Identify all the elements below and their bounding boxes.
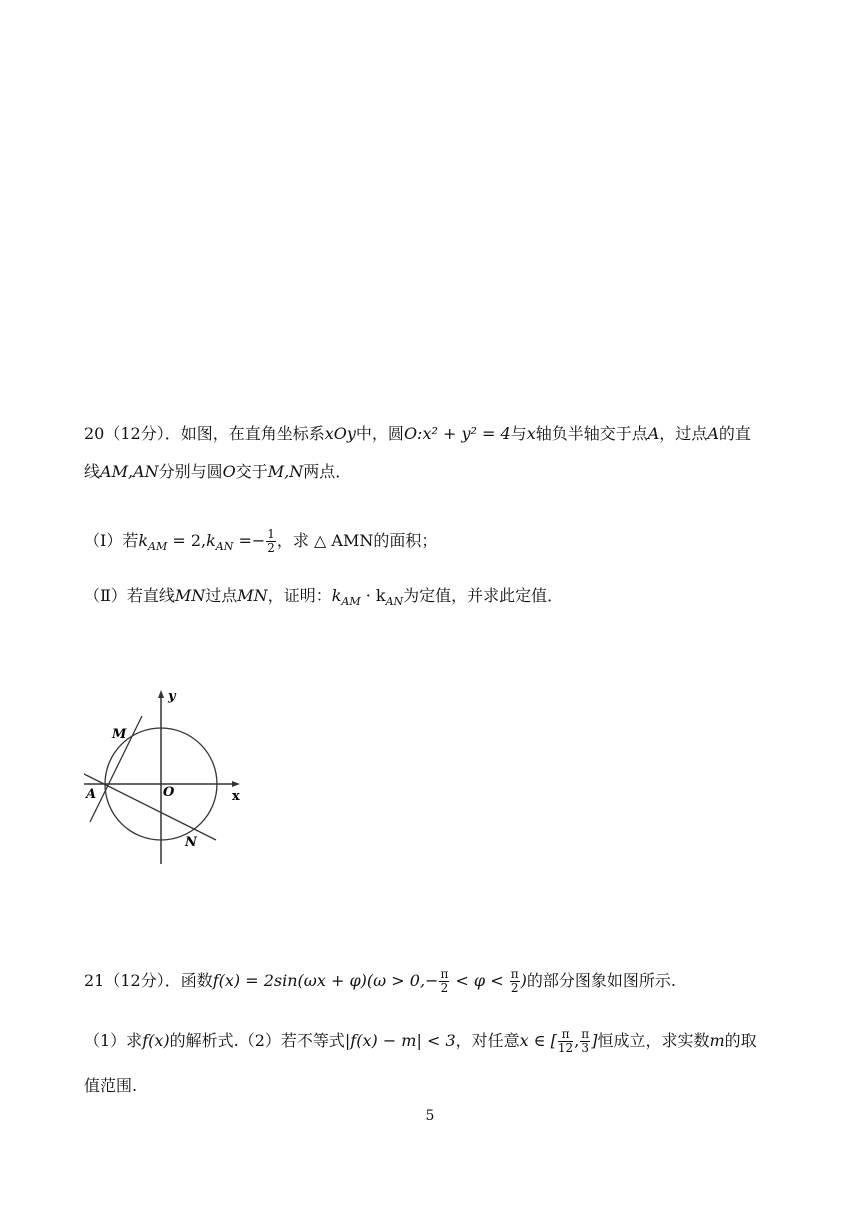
circle-figure xyxy=(84,686,264,866)
label-a: A xyxy=(86,787,97,802)
fraction-pi-over-2-b: $\frac{\pi}{2}$ xyxy=(510,967,519,995)
q21-line2: （1）求f(x)的解析式.（2）若不等式|f(x) − m| < 3，对任意x ∈ [ $\frac{\pi}{12}$ , $\frac{\pi}{3}$ ]恒成立，求实数m的取 xyxy=(84,1027,757,1055)
label-n: N xyxy=(185,835,197,850)
label-y: y xyxy=(168,689,176,704)
q21-line1: 21（12分）．函数f(x) = 2sin(ωx + φ)(ω > 0,− $\frac{\pi}{2}$ < φ < $\frac{\pi}{2}$ )的部分图象如图所示. xyxy=(84,967,676,995)
x-axis-arrow xyxy=(232,781,240,787)
q21-line3: 值范围. xyxy=(84,1076,138,1095)
fraction-pi-over-12: $\frac{\pi}{12}$ xyxy=(557,1027,574,1055)
page-number: 5 xyxy=(425,1108,435,1124)
q20-part2: （Ⅱ）若直线MN过点MN，证明：$k_{AM} \cdot k_{AN}$为定值，并求此定值． xyxy=(84,586,564,608)
q20-line1: 20（12分）．如图，在直角坐标系xOy中，圆O:x² + y² = 4与x轴负半轴交于点A，过点A的直 xyxy=(84,424,751,443)
fraction-pi-over-3: $\frac{\pi}{3}$ xyxy=(581,1027,590,1055)
q20-part1: （Ⅰ）若$k_{AM} = 2,k_{AN}$ =− $\frac{1}{2}$ ，求 △ AMN的面积； xyxy=(84,527,438,555)
q20-line2: 线AM,AN分别与圆O交于M,N两点． xyxy=(84,462,352,481)
label-o: O xyxy=(163,785,175,800)
fraction-one-half: $\frac{1}{2}$ xyxy=(267,527,275,555)
label-m: M xyxy=(112,727,127,742)
label-x: x xyxy=(232,789,240,804)
fraction-pi-over-2: $\frac{\pi}{2}$ xyxy=(440,967,449,995)
y-axis-arrow xyxy=(158,690,164,698)
